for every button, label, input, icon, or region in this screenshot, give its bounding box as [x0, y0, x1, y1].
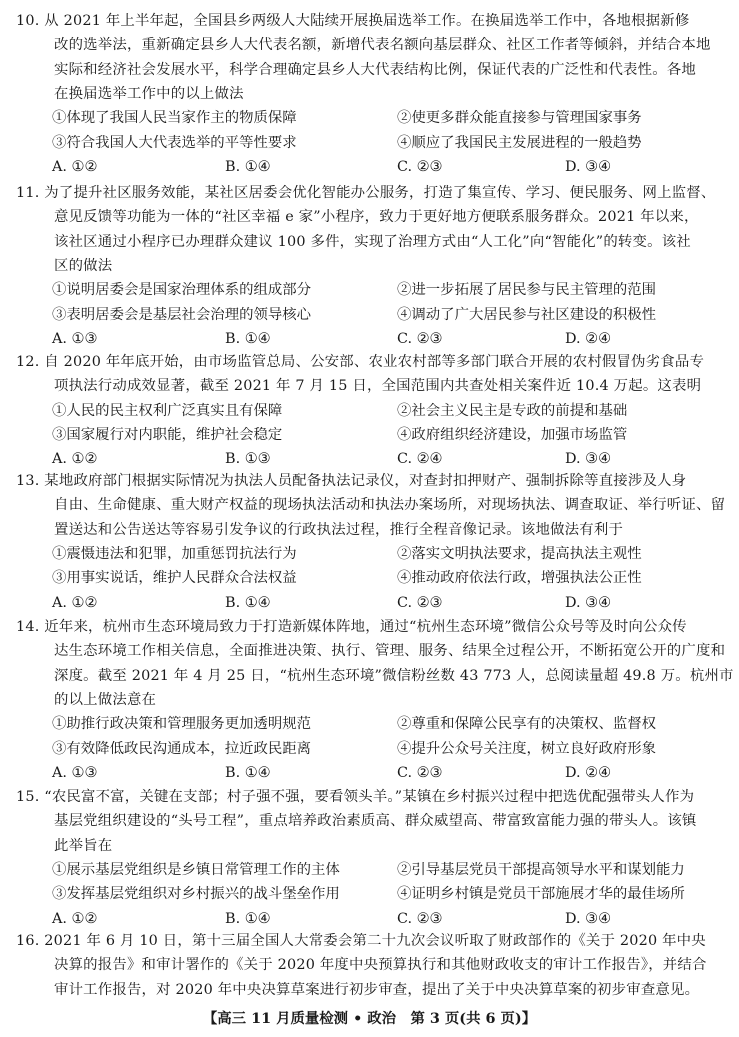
- statement-item: ①人民的民主权利广泛真实且有保障: [52, 402, 283, 419]
- question-stem-line: 此举旨在: [54, 837, 113, 854]
- question-stem: 11. 为了提升社区服务效能，某社区居委会优化智能办公服务，打造了集宣传、学习、便民服务、网上监督、: [16, 185, 716, 201]
- question-stem-line: 置送达和公告送达等容易引发争议的行政执法过程，推行全程音像记录。该地做法有利于: [54, 521, 624, 538]
- answer-choice[interactable]: D. ③④: [565, 158, 611, 175]
- statement-item: ①助推行政决策和管理服务更加透明规范: [52, 716, 312, 733]
- question-stem: 16. 2021 年 6 月 10 日，第十三届全国人大常委会第二十九次会议听取了财政部作的《关于 2020 年中央: [16, 933, 706, 949]
- answer-choice[interactable]: A. ①②: [52, 594, 98, 611]
- question-stem-line: 项执法行动成效显著，截至 2021 年 7 月 15 日，全国范围内共查处相关案件近 10.4 万起。这表明: [54, 378, 702, 395]
- answer-choice[interactable]: C. ②③: [397, 594, 443, 611]
- question-stem-line: 在换届选举工作中的以上做法: [54, 85, 244, 102]
- statement-item: ②使更多群众能直接参与管理国家事务: [397, 110, 642, 127]
- question-stem-line: 深度。截至 2021 年 4 月 25 日，“杭州生态环境”微信粉丝数 43 773 人，总阅读量超 49.8 万。杭州市: [54, 667, 734, 684]
- statement-item: ④调动了广大居民参与社区建设的积极性: [397, 306, 657, 323]
- statement-item: ①说明居委会是国家治理体系的组成部分: [52, 282, 312, 299]
- statement-item: ①展示基层党组织是乡镇日常管理工作的主体: [52, 861, 340, 878]
- answer-choice[interactable]: D. ③④: [565, 451, 611, 468]
- answer-choice[interactable]: A. ①②: [52, 158, 98, 175]
- question-stem-line: 达生态环境工作相关信息，全面推进决策、执行、管理、服务、结果全过程公开，不断拓宽公开的广度和: [54, 643, 726, 660]
- statement-item: ③国家履行对内职能，维护社会稳定: [52, 426, 283, 443]
- statement-item: ③发挥基层党组织对乡村振兴的战斗堡垒作用: [52, 886, 340, 903]
- statement-item: ④证明乡村镇是党员干部施展才华的最佳场所: [397, 886, 685, 903]
- question-stem-line: 的以上做法意在: [54, 691, 157, 708]
- answer-choice[interactable]: A. ①②: [52, 910, 98, 927]
- question-stem-line: 自由、生命健康、重大财产权益的现场执法活动和执法办案场所，对现场执法、调查取证、举行听证、留: [54, 497, 726, 514]
- statement-item: ④提升公众号关注度，树立良好政府形象: [397, 740, 657, 757]
- answer-choice[interactable]: B. ①④: [225, 158, 271, 175]
- answer-choice[interactable]: C. ②③: [397, 330, 443, 347]
- question-stem: 14. 近年来，杭州市生态环境局致力于打造新媒体阵地，通过“杭州生态环境”微信公众号等及时向公众传: [16, 619, 687, 635]
- question-stem: 15. “农民富不富，关键在支部；村子强不强，要看领头羊。”某镇在乡村振兴过程中把选优配强带头人作为: [16, 789, 695, 805]
- answer-choice[interactable]: C. ②④: [397, 451, 443, 468]
- question-stem: 13. 某地政府部门根据实际情况为执法人员配备执法记录仪，对查封扣押财产、强制拆除等直接涉及人身: [16, 473, 687, 489]
- question-stem-line: 审计工作报告，对 2020 年中央决算草案进行初步审查，提出了关于中央决算草案的初步审查意见。: [54, 981, 700, 998]
- statement-item: ①体现了我国人民当家作主的物质保障: [52, 110, 297, 127]
- question-stem: 10. 从 2021 年上半年起，全国县乡两级人大陆续开展换届选举工作。在换届选举工作中，各地根据新修: [16, 13, 690, 29]
- statement-item: ②尊重和保障公民享有的决策权、监督权: [397, 716, 657, 733]
- statement-item: ②落实文明执法要求，提高执法主观性: [397, 545, 642, 562]
- statement-item: ①震慑违法和犯罪，加重惩罚抗法行为: [52, 545, 297, 562]
- answer-choice[interactable]: C. ②③: [397, 910, 443, 927]
- answer-choice[interactable]: A. ①③: [52, 330, 98, 347]
- answer-choice[interactable]: D. ②④: [565, 330, 611, 347]
- question-stem-line: 基层党组织建设的“头号工程”，重点培养政治素质高、群众威望高、带富致富能力强的带头人。该镇: [54, 813, 697, 830]
- statement-item: ③表明居委会是基层社会治理的领导核心: [52, 306, 312, 323]
- question-stem-line: 该社区通过小程序已办理群众建议 100 多件，实现了治理方式由“人工化”向“智能化”的转变。该社: [54, 233, 691, 250]
- answer-choice[interactable]: B. ①④: [225, 910, 271, 927]
- statement-item: ②社会主义民主是专政的前提和基础: [397, 402, 628, 419]
- statement-item: ④推动政府依法行政，增强执法公正性: [397, 570, 642, 587]
- question-stem: 12. 自 2020 年年底开始，由市场监管总局、公安部、农业农村部等多部门联合开展的农村假冒伪劣食品专: [16, 354, 705, 370]
- answer-choice[interactable]: B. ①③: [225, 451, 271, 468]
- answer-choice[interactable]: B. ①④: [225, 330, 271, 347]
- answer-choice[interactable]: C. ②③: [397, 764, 443, 781]
- question-stem-line: 实际和经济社会发展水平，科学合理确定县乡人大代表结构比例，保证代表的广泛性和代表性。各地: [54, 61, 696, 78]
- statement-item: ④顺应了我国民主发展进程的一般趋势: [397, 134, 642, 151]
- statement-item: ②进一步拓展了居民参与民主管理的范围: [397, 282, 657, 299]
- answer-choice[interactable]: D. ③④: [565, 910, 611, 927]
- answer-choice[interactable]: A. ①③: [52, 764, 98, 781]
- question-stem-line: 意见反馈等功能为一体的“社区幸福 e 家”小程序，致力于更好地方便联系服务群众。2021 年以来，: [54, 209, 699, 226]
- answer-choice[interactable]: D. ③④: [565, 594, 611, 611]
- statement-item: ②引导基层党员干部提高领导水平和谋划能力: [397, 861, 685, 878]
- statement-item: ③用事实说话，维护人民群众合法权益: [52, 570, 297, 587]
- answer-choice[interactable]: D. ②④: [565, 764, 611, 781]
- answer-choice[interactable]: B. ①④: [225, 594, 271, 611]
- page-footer: 【高三 11 月质量检测 • 政治 第 3 页(共 6 页)】: [202, 1010, 537, 1027]
- answer-choice[interactable]: C. ②③: [397, 158, 443, 175]
- question-stem-line: 决算的报告》和审计署作的《关于 2020 年度中央预算执行和其他财政收支的审计工作报告》，并结合: [54, 957, 707, 974]
- answer-choice[interactable]: A. ①②: [52, 451, 98, 468]
- question-stem-line: 区的做法: [54, 257, 113, 274]
- statement-item: ④政府组织经济建设，加强市场监管: [397, 426, 628, 443]
- question-stem-line: 改的选举法，重新确定县乡人大代表名额，新增代表名额向基层群众、社区工作者等倾斜，并结合本地: [54, 37, 711, 54]
- statement-item: ③有效降低政民沟通成本，拉近政民距离: [52, 740, 312, 757]
- statement-item: ③符合我国人大代表选举的平等性要求: [52, 134, 297, 151]
- answer-choice[interactable]: B. ①④: [225, 764, 271, 781]
